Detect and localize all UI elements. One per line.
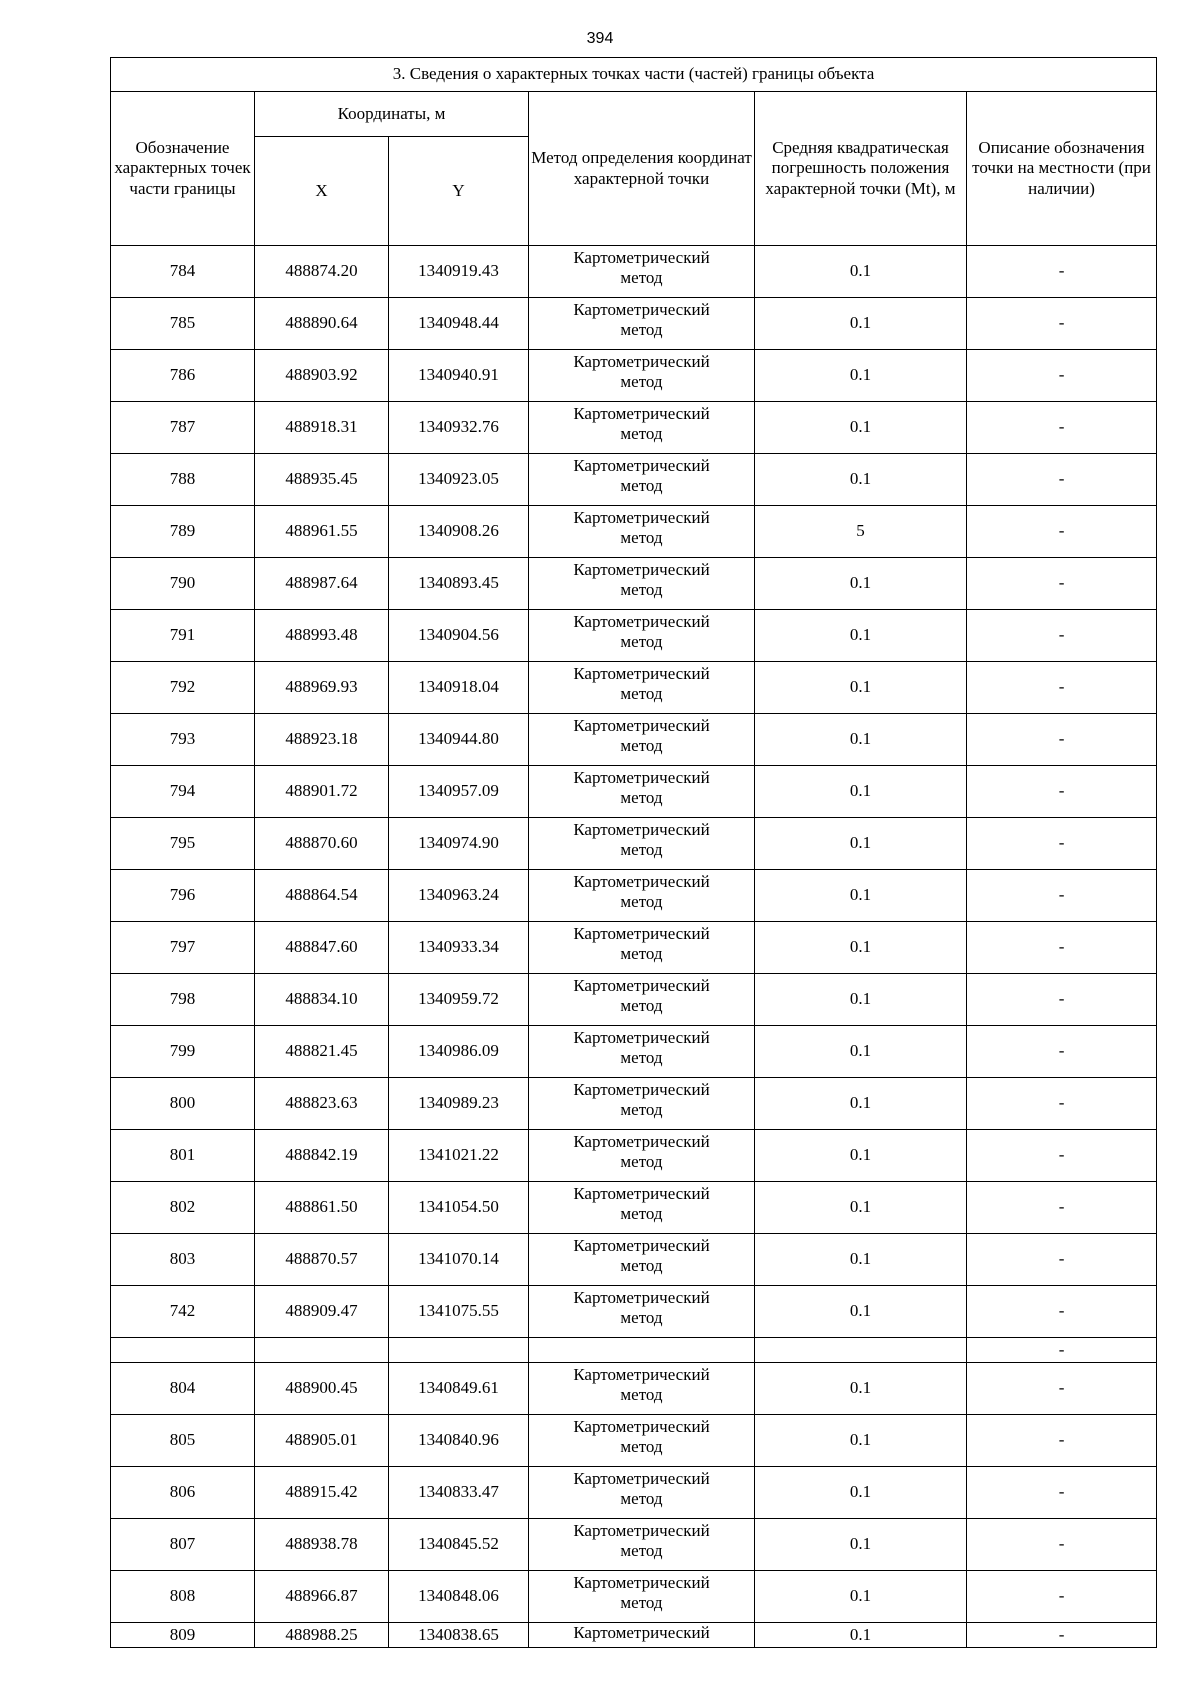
method-line-1: Картометрический: [573, 248, 710, 267]
table-row: [111, 1363, 1157, 1415]
method-line-2: метод: [620, 1436, 663, 1456]
table-row: [111, 1571, 1157, 1623]
method-line-2: метод: [620, 1255, 663, 1275]
cell-x: 488987.64: [255, 558, 389, 610]
table-row: [111, 610, 1157, 662]
cell-method: [529, 922, 755, 974]
cell-point: 802: [111, 1182, 255, 1234]
cell-x: 488901.72: [255, 766, 389, 818]
table-row: [111, 1338, 1157, 1363]
table-row: [111, 298, 1157, 350]
method-line-1: Картометрический: [573, 976, 710, 995]
method-line-1: Картометрический: [573, 508, 710, 527]
table-row: [111, 1467, 1157, 1519]
cell-description: -: [967, 610, 1157, 662]
cell-error: 0.1: [755, 1415, 967, 1467]
method-line-2: метод: [620, 1384, 663, 1404]
cell-y: 1340849.61: [389, 1363, 529, 1415]
cell-method: [529, 818, 755, 870]
method-line-2: метод: [620, 735, 663, 755]
method-line-1: Картометрический: [573, 300, 710, 319]
table-row: [111, 1078, 1157, 1130]
cell-error: 0.1: [755, 1234, 967, 1286]
cell-description: -: [967, 1286, 1157, 1338]
method-line-2: метод: [620, 839, 663, 859]
method-line-2: метод: [620, 943, 663, 963]
cell-x: 488961.55: [255, 506, 389, 558]
cell-x: 488993.48: [255, 610, 389, 662]
cell-y: 1340932.76: [389, 402, 529, 454]
cell-x: 488903.92: [255, 350, 389, 402]
table-row: [111, 714, 1157, 766]
cell-method: [529, 974, 755, 1026]
method-line-2: метод: [620, 371, 663, 391]
cell-point: 801: [111, 1130, 255, 1182]
cell-description: -: [967, 1026, 1157, 1078]
table-row: [111, 1182, 1157, 1234]
cell-error: 0.1: [755, 1026, 967, 1078]
method-line-1: Картометрический: [573, 1521, 710, 1540]
cell-method: [529, 1234, 755, 1286]
cell-method: [529, 1078, 755, 1130]
method-line-2: метод: [620, 527, 663, 547]
cell-x: 488874.20: [255, 246, 389, 298]
method-line-2: метод: [620, 267, 663, 287]
header-coordinates: Координаты, м: [255, 92, 529, 137]
method-line-1: Картометрический: [573, 1184, 710, 1203]
cell-error: 0.1: [755, 974, 967, 1026]
method-line-1: Картометрический: [573, 404, 710, 423]
method-line-1: Картометрический: [573, 1623, 710, 1642]
cell-y: 1340833.47: [389, 1467, 529, 1519]
header-point-designation: Обозначение характерных точек части границы: [111, 92, 255, 246]
method-line-2: метод: [620, 787, 663, 807]
cell-x: 488969.93: [255, 662, 389, 714]
cell-x: 488935.45: [255, 454, 389, 506]
cell-description: -: [967, 818, 1157, 870]
cell-description: -: [967, 974, 1157, 1026]
method-line-1: Картометрический: [573, 1080, 710, 1099]
cell-y: 1340904.56: [389, 610, 529, 662]
cell-description: -: [967, 1623, 1157, 1648]
cell-description: -: [967, 1078, 1157, 1130]
cell-y: 1340974.90: [389, 818, 529, 870]
cell-x: 488915.42: [255, 1467, 389, 1519]
method-line-1: Картометрический: [573, 1417, 710, 1436]
cell-description: -: [967, 1182, 1157, 1234]
cell-description: -: [967, 1571, 1157, 1623]
cell-point: 789: [111, 506, 255, 558]
cell-x: 488918.31: [255, 402, 389, 454]
cell-point: 799: [111, 1026, 255, 1078]
cell-point: [111, 1338, 255, 1363]
cell-method: [529, 1571, 755, 1623]
cell-error: 0.1: [755, 922, 967, 974]
cell-x: 488905.01: [255, 1415, 389, 1467]
table-row: [111, 1286, 1157, 1338]
cell-error: 0.1: [755, 610, 967, 662]
cell-x: 488938.78: [255, 1519, 389, 1571]
cell-x: 488823.63: [255, 1078, 389, 1130]
page-number: 394: [586, 30, 614, 47]
cell-point: 798: [111, 974, 255, 1026]
table-row: [111, 1234, 1157, 1286]
cell-y: 1340848.06: [389, 1571, 529, 1623]
cell-method: [529, 1623, 755, 1648]
table-row: [111, 1415, 1157, 1467]
cell-method: [529, 454, 755, 506]
cell-point: 803: [111, 1234, 255, 1286]
cell-method: [529, 1130, 755, 1182]
table-row: [111, 506, 1157, 558]
cell-x: 488864.54: [255, 870, 389, 922]
cell-y: 1340840.96: [389, 1415, 529, 1467]
cell-description: -: [967, 1467, 1157, 1519]
cell-point: 792: [111, 662, 255, 714]
cell-y: 1341054.50: [389, 1182, 529, 1234]
table-row: [111, 454, 1157, 506]
header-method: Метод определения координат характерной точки: [529, 92, 755, 246]
method-line-2: метод: [620, 579, 663, 599]
cell-description: -: [967, 1363, 1157, 1415]
cell-point: 806: [111, 1467, 255, 1519]
cell-method: [529, 1182, 755, 1234]
cell-x: 488842.19: [255, 1130, 389, 1182]
table-header: [111, 58, 1157, 246]
cell-description: -: [967, 506, 1157, 558]
method-line-1: Картометрический: [573, 1469, 710, 1488]
method-line-2: метод: [620, 1307, 663, 1327]
method-line-2: метод: [620, 1540, 663, 1560]
cell-y: 1340838.65: [389, 1623, 529, 1648]
cell-point: 809: [111, 1623, 255, 1648]
cell-y: 1340845.52: [389, 1519, 529, 1571]
cell-error: 0.1: [755, 1286, 967, 1338]
cell-x: [255, 1338, 389, 1363]
cell-x: 488834.10: [255, 974, 389, 1026]
cell-y: 1340989.23: [389, 1078, 529, 1130]
cell-point: 800: [111, 1078, 255, 1130]
cell-method: [529, 1026, 755, 1078]
cell-error: 0.1: [755, 766, 967, 818]
cell-method: [529, 1286, 755, 1338]
cell-method: [529, 870, 755, 922]
cell-description: -: [967, 454, 1157, 506]
cell-x: 488847.60: [255, 922, 389, 974]
cell-y: 1341021.22: [389, 1130, 529, 1182]
cell-x: 488861.50: [255, 1182, 389, 1234]
boundary-points-table: [110, 57, 1157, 1648]
cell-y: 1340919.43: [389, 246, 529, 298]
cell-description: -: [967, 558, 1157, 610]
method-line-2: метод: [620, 995, 663, 1015]
cell-x: 488821.45: [255, 1026, 389, 1078]
method-line-1: Картометрический: [573, 1028, 710, 1047]
cell-point: 791: [111, 610, 255, 662]
cell-method: [529, 246, 755, 298]
cell-point: 785: [111, 298, 255, 350]
cell-x: 488966.87: [255, 1571, 389, 1623]
cell-y: 1341070.14: [389, 1234, 529, 1286]
cell-method: [529, 1338, 755, 1363]
table-row: [111, 350, 1157, 402]
cell-error: 0.1: [755, 1467, 967, 1519]
cell-y: 1340933.34: [389, 922, 529, 974]
cell-method: [529, 558, 755, 610]
cell-description: -: [967, 350, 1157, 402]
cell-method: [529, 766, 755, 818]
cell-method: [529, 350, 755, 402]
cell-x: 488870.60: [255, 818, 389, 870]
cell-description: -: [967, 402, 1157, 454]
cell-y: 1340948.44: [389, 298, 529, 350]
method-line-2: метод: [620, 1151, 663, 1171]
cell-error: 0.1: [755, 1363, 967, 1415]
cell-y: 1340908.26: [389, 506, 529, 558]
table-row: [111, 1130, 1157, 1182]
cell-description: -: [967, 1234, 1157, 1286]
cell-point: 795: [111, 818, 255, 870]
cell-description: -: [967, 766, 1157, 818]
cell-y: 1340986.09: [389, 1026, 529, 1078]
cell-error: [755, 1338, 967, 1363]
cell-description: -: [967, 870, 1157, 922]
table-row: [111, 922, 1157, 974]
cell-error: 0.1: [755, 454, 967, 506]
cell-error: 0.1: [755, 1571, 967, 1623]
method-line-1: Картометрический: [573, 768, 710, 787]
cell-description: -: [967, 1130, 1157, 1182]
method-line-2: метод: [620, 319, 663, 339]
cell-x: 488923.18: [255, 714, 389, 766]
cell-description: -: [967, 662, 1157, 714]
method-line-1: Картометрический: [573, 1236, 710, 1255]
cell-error: 0.1: [755, 1182, 967, 1234]
cell-point: 742: [111, 1286, 255, 1338]
cell-y: [389, 1338, 529, 1363]
cell-error: 0.1: [755, 818, 967, 870]
method-line-2: метод: [620, 1099, 663, 1119]
cell-error: 0.1: [755, 714, 967, 766]
cell-error: 0.1: [755, 558, 967, 610]
method-line-1: Картометрический: [573, 716, 710, 735]
cell-point: 804: [111, 1363, 255, 1415]
cell-point: 794: [111, 766, 255, 818]
cell-point: 788: [111, 454, 255, 506]
method-line-1: Картометрический: [573, 1573, 710, 1592]
header-description: Описание обозначения точки на местности (при наличии): [967, 92, 1157, 246]
cell-x: 488870.57: [255, 1234, 389, 1286]
method-line-2: метод: [620, 683, 663, 703]
method-line-2: метод: [620, 475, 663, 495]
cell-y: 1340923.05: [389, 454, 529, 506]
cell-method: [529, 1415, 755, 1467]
cell-y: 1340944.80: [389, 714, 529, 766]
table-row: [111, 766, 1157, 818]
cell-y: 1340918.04: [389, 662, 529, 714]
cell-y: 1340963.24: [389, 870, 529, 922]
method-line-1: Картометрический: [573, 612, 710, 631]
cell-description: -: [967, 714, 1157, 766]
cell-x: 488988.25: [255, 1623, 389, 1648]
table-row: [111, 1519, 1157, 1571]
cell-y: 1341075.55: [389, 1286, 529, 1338]
cell-x: 488909.47: [255, 1286, 389, 1338]
cell-y: 1340957.09: [389, 766, 529, 818]
method-line-2: метод: [620, 1047, 663, 1067]
cell-y: 1340893.45: [389, 558, 529, 610]
cell-y: 1340959.72: [389, 974, 529, 1026]
method-line-2: метод: [620, 1203, 663, 1223]
cell-method: [529, 506, 755, 558]
cell-error: 0.1: [755, 662, 967, 714]
cell-method: [529, 402, 755, 454]
table-row: [111, 974, 1157, 1026]
table-title: 3. Сведения о характерных точках части (частей) границы объекта: [111, 58, 1157, 92]
cell-point: 805: [111, 1415, 255, 1467]
cell-method: [529, 714, 755, 766]
cell-error: 0.1: [755, 1519, 967, 1571]
cell-point: 797: [111, 922, 255, 974]
cell-point: 808: [111, 1571, 255, 1623]
table-row: [111, 246, 1157, 298]
table-row: [111, 1026, 1157, 1078]
cell-description: -: [967, 1519, 1157, 1571]
header-error: Средняя квадратическая погрешность положения характерной точки (Mt), м: [755, 92, 967, 246]
cell-y: 1340940.91: [389, 350, 529, 402]
table-row: [111, 870, 1157, 922]
method-line-1: Картометрический: [573, 456, 710, 475]
header-x: X: [255, 137, 389, 246]
method-line-1: Картометрический: [573, 1132, 710, 1151]
table-row: [111, 1623, 1157, 1648]
cell-description: -: [967, 922, 1157, 974]
cell-description: -: [967, 1415, 1157, 1467]
method-line-1: Картометрический: [573, 820, 710, 839]
cell-x: 488890.64: [255, 298, 389, 350]
cell-error: 0.1: [755, 1623, 967, 1648]
cell-error: 0.1: [755, 246, 967, 298]
method-line-2: метод: [620, 891, 663, 911]
method-line-1: Картометрический: [573, 1365, 710, 1384]
method-line-2: метод: [620, 1488, 663, 1508]
cell-error: 0.1: [755, 1130, 967, 1182]
cell-error: 5: [755, 506, 967, 558]
cell-method: [529, 1363, 755, 1415]
method-line-1: Картометрический: [573, 1288, 710, 1307]
table-row: [111, 558, 1157, 610]
method-line-1: Картометрический: [573, 872, 710, 891]
method-line-2: метод: [620, 423, 663, 443]
cell-error: 0.1: [755, 350, 967, 402]
cell-description: -: [967, 298, 1157, 350]
cell-point: 786: [111, 350, 255, 402]
cell-method: [529, 610, 755, 662]
table-row: [111, 402, 1157, 454]
cell-error: 0.1: [755, 1078, 967, 1130]
cell-point: 790: [111, 558, 255, 610]
cell-error: 0.1: [755, 402, 967, 454]
cell-method: [529, 298, 755, 350]
cell-error: 0.1: [755, 298, 967, 350]
method-line-1: Картометрический: [573, 560, 710, 579]
cell-point: 796: [111, 870, 255, 922]
cell-method: [529, 662, 755, 714]
cell-description: -: [967, 246, 1157, 298]
cell-description: -: [967, 1338, 1157, 1363]
cell-error: 0.1: [755, 870, 967, 922]
method-line-1: Картометрический: [573, 924, 710, 943]
cell-method: [529, 1519, 755, 1571]
table-body: [111, 246, 1157, 1648]
cell-x: 488900.45: [255, 1363, 389, 1415]
method-line-2: метод: [620, 1592, 663, 1612]
cell-method: [529, 1467, 755, 1519]
table-row: [111, 662, 1157, 714]
method-line-2: метод: [620, 631, 663, 651]
cell-point: 787: [111, 402, 255, 454]
method-line-1: Картометрический: [573, 352, 710, 371]
header-y: Y: [389, 137, 529, 246]
cell-point: 784: [111, 246, 255, 298]
table-row: [111, 818, 1157, 870]
cell-point: 793: [111, 714, 255, 766]
cell-point: 807: [111, 1519, 255, 1571]
method-line-1: Картометрический: [573, 664, 710, 683]
